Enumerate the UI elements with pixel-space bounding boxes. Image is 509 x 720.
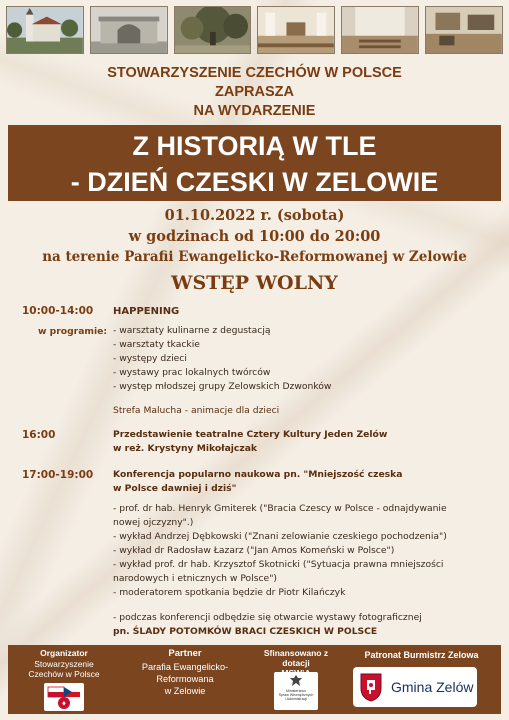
church-interior-photo (257, 6, 335, 54)
gate-photo (90, 6, 168, 54)
exhibition-note (113, 611, 493, 639)
patronage-heading: Patronat Burmistrz Zelowa (364, 650, 479, 660)
list-item: - wykład prof. dr hab. Krzysztof Skotnicki ("Sytuacja prawna mniejszości (113, 559, 444, 570)
list-item: narodowych i etnicznych w Polsce") (113, 573, 278, 584)
organizer-heading: Organizator (40, 648, 88, 658)
list-item: - wykład Andrzej Dębkowski ("Znani zelowianie czeskiego pochodzenia") (113, 531, 447, 542)
exhibit-photo (425, 6, 503, 54)
mswia-logo (274, 672, 318, 710)
conference-title-line1: Konferencja popularno naukowa pn. "Mniejszość czeska (113, 469, 403, 480)
list-item: nowej ojczyzny".) (113, 517, 194, 528)
eagle-emblem-icon (289, 674, 303, 688)
svg-text:♦: ♦ (61, 700, 67, 708)
happening-title: HAPPENING (113, 306, 180, 317)
list-item: - wystawy prac lokalnych twórców (113, 367, 271, 378)
event-date: 01.10.2022 r. (sobota) (164, 207, 345, 224)
event-hours: w godzinach od 10:00 do 20:00 (128, 228, 381, 245)
list-item: - warsztaty tkackie (113, 339, 200, 350)
list-item: - prof. dr hab. Henryk Gmiterek ("Bracia Czescy w Polsce - odnajdywanie (113, 503, 447, 514)
hall-photo (341, 6, 419, 54)
mswia-logo-line: Ministerstwo (286, 689, 306, 693)
partner-body-line: w Zelowie (164, 686, 206, 696)
tree-photo (174, 6, 252, 54)
patronage-block (342, 645, 501, 714)
time-conference: 17:00-19:00 (22, 469, 94, 481)
organizer-body (8, 659, 120, 679)
list-item: - moderatorem spotkania będzie dr Piotr Kilańczyk (113, 587, 346, 598)
organizer-body-line: Czechów w Polsce (28, 669, 100, 679)
lecture-list (113, 502, 493, 600)
organizer-body-line: Stowarzyszenie (34, 659, 94, 669)
kids-zone: Strefa Malucha - animacje dla dzieci (113, 405, 280, 416)
invites-line: ZAPRASZA (215, 84, 294, 100)
partner-heading: Partner (168, 648, 202, 659)
partner-block (120, 645, 250, 714)
photo-strip (6, 6, 503, 54)
czech-polish-flag-icon (44, 683, 84, 711)
event-details (0, 205, 509, 268)
partner-body (120, 659, 250, 697)
mswia-logo-line: Spraw Wewnętrznych (278, 693, 314, 697)
event-line: NA WYDARZENIE (193, 103, 316, 119)
funding-heading-line: Sfinansowano z dotacji (263, 648, 329, 668)
theatre-title: Przedstawienie teatralne Cztery Kultury Jeden Zelów (113, 429, 388, 440)
partner-body-line: Parafia Ewangelicko- (141, 662, 229, 672)
organizer-logo (44, 683, 84, 711)
time-happening: 10:00-14:00 (22, 305, 94, 317)
list-item: - występy dzieci (113, 353, 187, 364)
event-title-line2: - DZIEŃ CZESKI W ZELOWIE (70, 167, 439, 197)
list-item: - warsztaty kulinarne z degustacją (113, 325, 271, 336)
theatre-director: w reż. Krystyny Mikołajczak (113, 443, 258, 454)
organizer-block (8, 645, 120, 714)
sponsors-footer (8, 645, 501, 714)
conference-info (113, 468, 493, 496)
event-title-line1: Z HISTORIĄ W TLE (132, 131, 377, 161)
organizer-invitation (0, 64, 509, 121)
in-program-label: w programie: (38, 326, 108, 337)
coat-of-arms-icon (359, 672, 383, 702)
list-item: - występ młodszej grupy Zelowskich Dzwonków (113, 381, 332, 392)
list-item: - wykład dr Radosław Łazarz ("Jan Amos Komeński w Polsce") (113, 545, 395, 556)
time-theatre: 16:00 (22, 429, 56, 441)
theatre-info (113, 428, 493, 456)
happening-items (113, 324, 493, 394)
gmina-name: Gmina Zelów (391, 679, 474, 695)
event-title-banner (8, 125, 501, 201)
gmina-zelow-logo (353, 667, 477, 707)
partner-body-line: Reformowana (156, 674, 214, 684)
conference-title-line2: w Polsce dawniej i dziś" (113, 483, 237, 494)
free-entry: WSTĘP WOLNY (171, 272, 338, 294)
exhibition-line1: - podczas konferencji odbędzie się otwarcie wystawy fotograficznej (113, 612, 422, 623)
mswia-logo-line: i Administracji (285, 697, 307, 701)
funding-block (250, 645, 342, 714)
church-photo (6, 6, 84, 54)
event-place: na terenie Parafii Ewangelicko-Reformowanej w Zelowie (42, 249, 467, 265)
organizer-name: STOWARZYSZENIE CZECHÓW W POLSCE (107, 65, 402, 81)
exhibition-line2: pn. ŚLADY POTOMKÓW BRACI CZESKICH W POLSCE (113, 626, 378, 637)
